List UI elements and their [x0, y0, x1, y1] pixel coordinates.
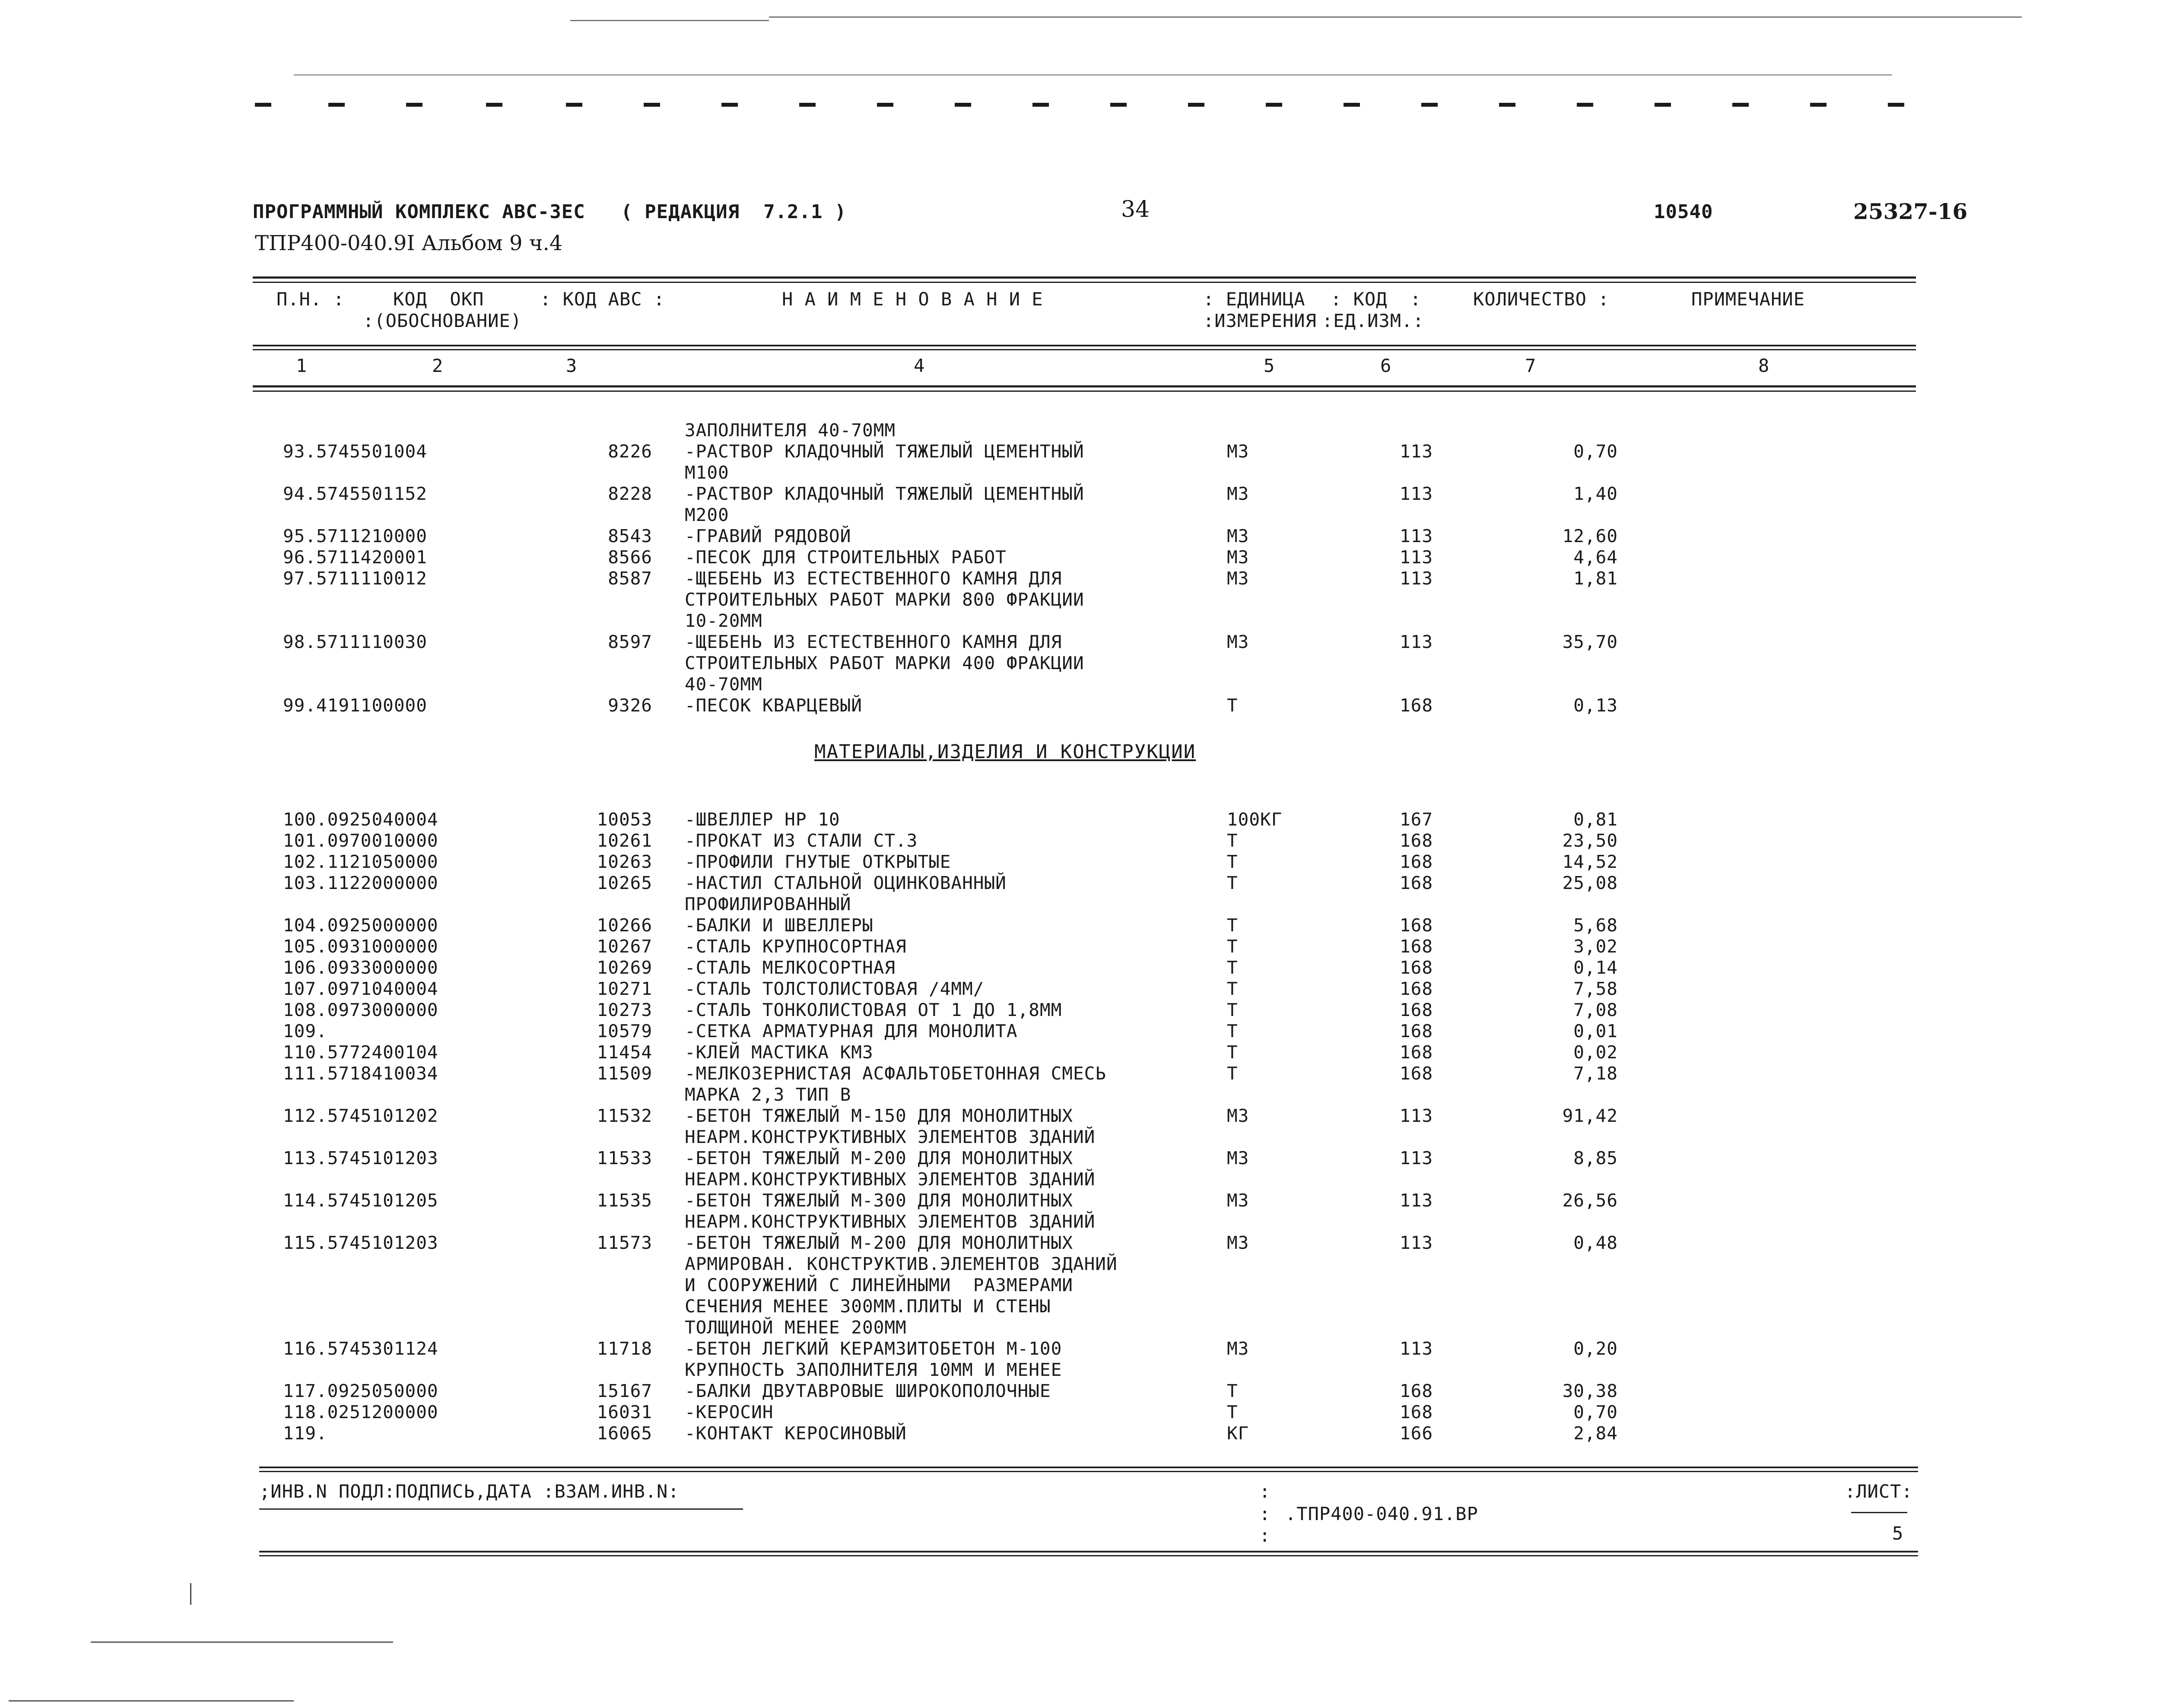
- row-unit: Т: [1227, 1402, 1238, 1422]
- row-unit-code: 113: [1400, 1338, 1433, 1359]
- row-unit-code: 113: [1400, 1105, 1433, 1126]
- row-name-line: -БАЛКИ И ШВЕЛЛЕРЫ: [685, 915, 874, 936]
- row-unit: Т: [1227, 1063, 1238, 1084]
- row-quantity: 91,42: [1562, 1105, 1618, 1126]
- perforation-dash: [1732, 103, 1749, 107]
- row-unit: М3: [1227, 1232, 1249, 1253]
- row-abc-code: 10261: [597, 830, 652, 851]
- row-quantity: 0,70: [1573, 441, 1618, 462]
- perforation-dash: [1655, 103, 1671, 107]
- row-unit: Т: [1227, 695, 1238, 716]
- row-unit: Т: [1227, 830, 1238, 851]
- perforation-dash: [1421, 103, 1438, 107]
- col-number-6: 6: [1380, 355, 1392, 376]
- row-item-code: 111.5718410034: [283, 1063, 438, 1084]
- row-item-code: 116.5745301124: [283, 1338, 438, 1359]
- perforation-dash: [955, 103, 971, 107]
- row-name-line: СТРОИТЕЛЬНЫХ РАБОТ МАРКИ 800 ФРАКЦИИ: [685, 589, 1084, 610]
- row-unit: Т: [1227, 873, 1238, 893]
- row-unit-code: 168: [1400, 1021, 1433, 1041]
- perforation-dash: [1266, 103, 1282, 107]
- row-unit: Т: [1227, 957, 1238, 978]
- row-item-code: 102.1121050000: [283, 851, 438, 872]
- row-abc-code: 10263: [597, 851, 652, 872]
- row-name-line: КРУПНОСТЬ ЗАПОЛНИТЕЛЯ 10ММ И МЕНЕЕ: [685, 1359, 1062, 1380]
- row-abc-code: 11532: [597, 1105, 652, 1126]
- row-item-code: 117.0925050000: [283, 1381, 438, 1401]
- row-unit: Т: [1227, 1042, 1238, 1063]
- row-unit-code: 168: [1400, 936, 1433, 957]
- row-abc-code: 11454: [597, 1042, 652, 1063]
- row-unit-code: 168: [1400, 957, 1433, 978]
- row-name-line: -СТАЛЬ МЕЛКОСОРТНАЯ: [685, 957, 896, 978]
- row-quantity: 7,08: [1573, 1000, 1618, 1020]
- perforation-dash: [406, 103, 422, 107]
- row-quantity: 0,02: [1573, 1042, 1618, 1063]
- row-quantity: 0,20: [1573, 1338, 1618, 1359]
- row-quantity: 26,56: [1562, 1190, 1618, 1211]
- col-unit-header: : ЕДИНИЦА: [1203, 289, 1306, 310]
- row-unit: М3: [1227, 568, 1249, 589]
- row-abc-code: 8226: [608, 441, 652, 462]
- page-number: 34: [1121, 197, 1150, 222]
- footer-sheet-label: :ЛИСТ:: [1845, 1481, 1913, 1502]
- row-unit: Т: [1227, 978, 1238, 999]
- header-bottom-rule: [253, 345, 1916, 346]
- row-name-line: СЕЧЕНИЯ МЕНЕЕ 300ММ.ПЛИТЫ И СТЕНЫ: [685, 1296, 1051, 1317]
- row-name-line: -ПЕСОК КВАРЦЕВЫЙ: [685, 695, 862, 716]
- footer-bottom-rule: [259, 1551, 1918, 1552]
- perforation-dash: [1188, 103, 1204, 107]
- row-quantity: 0,13: [1573, 695, 1618, 716]
- row-item-code: 98.5711110030: [283, 632, 427, 652]
- row-unit: М3: [1227, 483, 1249, 504]
- row-quantity: 14,52: [1562, 851, 1618, 872]
- perforation-dash: [255, 103, 271, 107]
- row-abc-code: 11533: [597, 1148, 652, 1168]
- row-quantity: 0,70: [1573, 1402, 1618, 1422]
- row-unit: Т: [1227, 1381, 1238, 1401]
- row-unit-code: 113: [1400, 1232, 1433, 1253]
- row-name-line: -ШВЕЛЛЕР НР 10: [685, 809, 840, 830]
- row-item-code: 119.: [283, 1423, 327, 1444]
- row-unit-code: 168: [1400, 915, 1433, 936]
- row-name-line: НЕАРМ.КОНСТРУКТИВНЫХ ЭЛЕМЕНТОВ ЗДАНИЙ: [685, 1211, 1096, 1232]
- row-item-code: 113.5745101203: [283, 1148, 438, 1168]
- row-unit-code: 167: [1400, 809, 1433, 830]
- row-abc-code: 11535: [597, 1190, 652, 1211]
- row-abc-code: 10053: [597, 809, 652, 830]
- row-quantity: 3,02: [1573, 936, 1618, 957]
- row-abc-code: 16031: [597, 1402, 652, 1422]
- row-name-line: ЗАПОЛНИТЕЛЯ 40-70ММ: [685, 420, 896, 441]
- row-abc-code: 10265: [597, 873, 652, 893]
- row-item-code: 93.5745501004: [283, 441, 427, 462]
- row-unit-code: 168: [1400, 1402, 1433, 1422]
- row-unit: М3: [1227, 526, 1249, 546]
- col-note-header: ПРИМЕЧАНИЕ: [1691, 289, 1805, 310]
- row-name-line: -БЕТОН ЛЕГКИЙ КЕРАМЗИТОБЕТОН М-100: [685, 1338, 1062, 1359]
- row-unit-code: 168: [1400, 873, 1433, 893]
- row-quantity: 1,81: [1573, 568, 1618, 589]
- left-scan-mark: [190, 1583, 191, 1605]
- row-name-line: -СТАЛЬ КРУПНОСОРТНАЯ: [685, 936, 907, 957]
- col-okp-header-2: :(ОБОСНОВАНИЕ): [363, 310, 522, 331]
- row-name-line: -СТАЛЬ ТОНКОЛИСТОВАЯ ОТ 1 ДО 1,8ММ: [685, 1000, 1062, 1020]
- top-scan-line: [769, 16, 2022, 18]
- row-name-line: -ПРОКАТ ИЗ СТАЛИ СТ.3: [685, 830, 918, 851]
- row-name-line: -КОНТАКТ КЕРОСИНОВЫЙ: [685, 1423, 907, 1444]
- col-number-3: 3: [566, 355, 578, 376]
- row-abc-code: 11718: [597, 1338, 652, 1359]
- row-item-code: 109.: [283, 1021, 327, 1041]
- row-item-code: 101.0970010000: [283, 830, 438, 851]
- perforation-dash: [1499, 103, 1515, 107]
- table-top-rule-2: [253, 282, 1916, 283]
- header-code-2: 25327-16: [1853, 199, 1968, 224]
- row-name-line: -РАСТВОР КЛАДОЧНЫЙ ТЯЖЕЛЫЙ ЦЕМЕНТНЫЙ: [685, 441, 1084, 462]
- row-quantity: 0,14: [1573, 957, 1618, 978]
- row-name-line: НЕАРМ.КОНСТРУКТИВНЫХ ЭЛЕМЕНТОВ ЗДАНИЙ: [685, 1127, 1096, 1147]
- row-unit: М3: [1227, 1190, 1249, 1211]
- footer-bottom-rule-2: [259, 1555, 1918, 1556]
- footer-top-rule-2: [259, 1471, 1918, 1472]
- row-item-code: 118.0251200000: [283, 1402, 438, 1422]
- row-unit: М3: [1227, 1148, 1249, 1168]
- footer-sheet-number: 5: [1892, 1523, 1904, 1544]
- row-name-line: СТРОИТЕЛЬНЫХ РАБОТ МАРКИ 400 ФРАКЦИИ: [685, 653, 1084, 673]
- row-quantity: 1,40: [1573, 483, 1618, 504]
- row-unit: М3: [1227, 547, 1249, 568]
- row-unit: М3: [1227, 441, 1249, 462]
- row-name-line: -ГРАВИЙ РЯДОВОЙ: [685, 526, 851, 546]
- row-item-code: 112.5745101202: [283, 1105, 438, 1126]
- row-unit-code: 113: [1400, 1148, 1433, 1168]
- bottom-scan-line-2: [9, 1700, 294, 1702]
- row-abc-code: 10579: [597, 1021, 652, 1041]
- row-unit: М3: [1227, 1105, 1249, 1126]
- col-okp-header: КОД ОКП: [393, 289, 484, 310]
- footer-doc-code: .ТПР400-040.91.ВР: [1285, 1503, 1478, 1524]
- row-unit-code: 113: [1400, 632, 1433, 652]
- row-unit: 100КГ: [1227, 809, 1283, 830]
- album-title: ТПР400-040.9I Альбом 9 ч.4: [255, 231, 563, 255]
- row-name-line: -БАЛКИ ДВУТАВРОВЫЕ ШИРОКОПОЛОЧНЫЕ: [685, 1381, 1051, 1401]
- row-item-code: 94.5745501152: [283, 483, 427, 504]
- row-name-line: И СООРУЖЕНИЙ С ЛИНЕЙНЫМИ РАЗМЕРАМИ: [685, 1275, 1073, 1295]
- row-abc-code: 10269: [597, 957, 652, 978]
- perforation-dash: [1888, 103, 1904, 107]
- row-quantity: 0,01: [1573, 1021, 1618, 1041]
- colnum-bottom-rule: [253, 385, 1916, 387]
- row-unit: М3: [1227, 1338, 1249, 1359]
- row-abc-code: 9326: [608, 695, 652, 716]
- footer-top-rule: [259, 1467, 1918, 1468]
- row-name-line: М100: [685, 462, 729, 483]
- perforation-dash: [328, 103, 345, 107]
- footer-mid-rule: [259, 1508, 743, 1510]
- col-pn-header: П.Н. :: [276, 289, 345, 310]
- bottom-scan-line: [91, 1641, 393, 1643]
- row-name-line: -ЩЕБЕНЬ ИЗ ЕСТЕСТВЕННОГО КАМНЯ ДЛЯ: [685, 568, 1062, 589]
- row-unit: Т: [1227, 851, 1238, 872]
- row-item-code: 104.0925000000: [283, 915, 438, 936]
- row-name-line: -МЕЛКОЗЕРНИСТАЯ АСФАЛЬТОБЕТОННАЯ СМЕСЬ: [685, 1063, 1106, 1084]
- row-quantity: 5,68: [1573, 915, 1618, 936]
- row-quantity: 2,84: [1573, 1423, 1618, 1444]
- col-unitcode-header: : КОД :: [1331, 289, 1422, 310]
- row-name-line: -СТАЛЬ ТОЛСТОЛИСТОВАЯ /4ММ/: [685, 978, 985, 999]
- header-bottom-rule-2: [253, 349, 1916, 350]
- row-item-code: 107.0971040004: [283, 978, 438, 999]
- perforation-dash: [1110, 103, 1127, 107]
- row-item-code: 103.1122000000: [283, 873, 438, 893]
- row-abc-code: 10266: [597, 915, 652, 936]
- col-unitcode-header-2: :ЕД.ИЗМ.:: [1322, 310, 1424, 331]
- row-abc-code: 8566: [608, 547, 652, 568]
- row-name-line: -ЩЕБЕНЬ ИЗ ЕСТЕСТВЕННОГО КАМНЯ ДЛЯ: [685, 632, 1062, 652]
- row-unit-code: 113: [1400, 547, 1433, 568]
- footer-divider-marks-2: :: [1259, 1503, 1271, 1524]
- row-unit-code: 168: [1400, 1063, 1433, 1084]
- col-name-header: Н А И М Е Н О В А Н И Е: [782, 289, 1043, 310]
- row-quantity: 35,70: [1562, 632, 1618, 652]
- perforation-dash: [566, 103, 582, 107]
- row-item-code: 105.0931000000: [283, 936, 438, 957]
- row-name-line: -НАСТИЛ СТАЛЬНОЙ ОЦИНКОВАННЫЙ: [685, 873, 1007, 893]
- col-qty-header: КОЛИЧЕСТВО :: [1473, 289, 1610, 310]
- row-name-line: -РАСТВОР КЛАДОЧНЫЙ ТЯЖЕЛЫЙ ЦЕМЕНТНЫЙ: [685, 483, 1084, 504]
- row-unit: Т: [1227, 1000, 1238, 1020]
- top-scan-line-3: [294, 74, 1892, 76]
- row-quantity: 7,18: [1573, 1063, 1618, 1084]
- row-name-line: 10-20ММ: [685, 610, 762, 631]
- row-unit-code: 168: [1400, 695, 1433, 716]
- row-name-line: -БЕТОН ТЯЖЕЛЫЙ М-300 ДЛЯ МОНОЛИТНЫХ: [685, 1190, 1073, 1211]
- footer-divider-marks: :: [1259, 1481, 1271, 1502]
- table-top-rule: [253, 276, 1916, 279]
- program-title: ПРОГРАММНЫЙ КОМПЛЕКС АВС-3ЕС ( РЕДАКЦИЯ 7.2.1 ): [253, 201, 847, 223]
- row-unit: Т: [1227, 1021, 1238, 1041]
- row-unit-code: 168: [1400, 1381, 1433, 1401]
- perforation-dash: [1810, 103, 1826, 107]
- row-unit: Т: [1227, 915, 1238, 936]
- row-unit-code: 113: [1400, 441, 1433, 462]
- top-scan-line-2: [570, 20, 769, 21]
- row-item-code: 96.5711420001: [283, 547, 427, 568]
- row-abc-code: 11509: [597, 1063, 652, 1084]
- row-abc-code: 10267: [597, 936, 652, 957]
- row-abc-code: 10273: [597, 1000, 652, 1020]
- row-abc-code: 8228: [608, 483, 652, 504]
- row-item-code: 95.5711210000: [283, 526, 427, 546]
- row-unit: М3: [1227, 632, 1249, 652]
- row-unit-code: 113: [1400, 483, 1433, 504]
- perforation-dash: [877, 103, 893, 107]
- perforation-dash: [644, 103, 660, 107]
- row-item-code: 108.0973000000: [283, 1000, 438, 1020]
- row-item-code: 99.4191100000: [283, 695, 427, 716]
- col-unit-header-2: :ИЗМЕРЕНИЯ: [1203, 310, 1317, 331]
- row-unit-code: 166: [1400, 1423, 1433, 1444]
- row-item-code: 110.5772400104: [283, 1042, 438, 1063]
- section-title: МАТЕРИАЛЫ,ИЗДЕЛИЯ И КОНСТРУКЦИИ: [814, 741, 1196, 763]
- col-abc-header: : КОД АВС :: [540, 289, 665, 310]
- row-unit-code: 113: [1400, 526, 1433, 546]
- row-name-line: 40-70ММ: [685, 674, 762, 695]
- colnum-bottom-rule-2: [253, 390, 1916, 392]
- row-item-code: 100.0925040004: [283, 809, 438, 830]
- col-number-1: 1: [296, 355, 308, 376]
- row-quantity: 0,48: [1573, 1232, 1618, 1253]
- row-quantity: 25,08: [1562, 873, 1618, 893]
- perforation-dash: [1032, 103, 1049, 107]
- row-quantity: 23,50: [1562, 830, 1618, 851]
- row-name-line: НЕАРМ.КОНСТРУКТИВНЫХ ЭЛЕМЕНТОВ ЗДАНИЙ: [685, 1169, 1096, 1190]
- row-name-line: -ПЕСОК ДЛЯ СТРОИТЕЛЬНЫХ РАБОТ: [685, 547, 1007, 568]
- row-abc-code: 15167: [597, 1381, 652, 1401]
- row-name-line: АРМИРОВАН. КОНСТРУКТИВ.ЭЛЕМЕНТОВ ЗДАНИЙ: [685, 1254, 1118, 1274]
- col-number-5: 5: [1264, 355, 1275, 376]
- row-name-line: М200: [685, 505, 729, 525]
- row-name-line: -ПРОФИЛИ ГНУТЫЕ ОТКРЫТЫЕ: [685, 851, 951, 872]
- row-quantity: 30,38: [1562, 1381, 1618, 1401]
- row-quantity: 8,85: [1573, 1148, 1618, 1168]
- row-name-line: -БЕТОН ТЯЖЕЛЫЙ М-200 ДЛЯ МОНОЛИТНЫХ: [685, 1232, 1073, 1253]
- perforation-dash: [799, 103, 816, 107]
- row-quantity: 4,64: [1573, 547, 1618, 568]
- row-unit-code: 168: [1400, 851, 1433, 872]
- footer-divider-marks-3: :: [1259, 1525, 1271, 1546]
- perforation-dash: [721, 103, 738, 107]
- footer-left-fields: ;ИНВ.N ПОДЛ:ПОДПИСЬ,ДАТА :ВЗАМ.ИНВ.N:: [259, 1481, 680, 1502]
- col-number-8: 8: [1758, 355, 1770, 376]
- row-name-line: -КЛЕЙ МАСТИКА КМ3: [685, 1042, 874, 1063]
- row-item-code: 106.0933000000: [283, 957, 438, 978]
- col-number-7: 7: [1525, 355, 1537, 376]
- row-quantity: 12,60: [1562, 526, 1618, 546]
- row-unit: КГ: [1227, 1423, 1249, 1444]
- row-item-code: 114.5745101205: [283, 1190, 438, 1211]
- row-unit-code: 168: [1400, 830, 1433, 851]
- perforation-dash: [1344, 103, 1360, 107]
- row-quantity: 0,81: [1573, 809, 1618, 830]
- row-abc-code: 11573: [597, 1232, 652, 1253]
- col-number-2: 2: [432, 355, 444, 376]
- row-abc-code: 10271: [597, 978, 652, 999]
- row-item-code: 97.5711110012: [283, 568, 427, 589]
- header-code-1: 10540: [1654, 201, 1713, 223]
- row-abc-code: 16065: [597, 1423, 652, 1444]
- row-unit-code: 168: [1400, 1000, 1433, 1020]
- row-quantity: 7,58: [1573, 978, 1618, 999]
- row-unit-code: 113: [1400, 1190, 1433, 1211]
- row-name-line: -СЕТКА АРМАТУРНАЯ ДЛЯ МОНОЛИТА: [685, 1021, 1018, 1041]
- row-unit-code: 168: [1400, 1042, 1433, 1063]
- footer-sheet-rule: [1851, 1512, 1907, 1513]
- row-name-line: ТОЛЩИНОЙ МЕНЕЕ 200ММ: [685, 1317, 907, 1338]
- row-abc-code: 8587: [608, 568, 652, 589]
- row-item-code: 115.5745101203: [283, 1232, 438, 1253]
- row-unit-code: 168: [1400, 978, 1433, 999]
- row-name-line: -БЕТОН ТЯЖЕЛЫЙ М-200 ДЛЯ МОНОЛИТНЫХ: [685, 1148, 1073, 1168]
- perforation-dash: [1577, 103, 1593, 107]
- row-abc-code: 8543: [608, 526, 652, 546]
- col-number-4: 4: [914, 355, 925, 376]
- row-unit-code: 113: [1400, 568, 1433, 589]
- row-name-line: ПРОФИЛИРОВАННЫЙ: [685, 894, 851, 914]
- row-abc-code: 8597: [608, 632, 652, 652]
- row-name-line: -КЕРОСИН: [685, 1402, 774, 1422]
- row-name-line: МАРКА 2,3 ТИП В: [685, 1084, 851, 1105]
- row-unit: Т: [1227, 936, 1238, 957]
- perforation-dash: [486, 103, 502, 107]
- row-name-line: -БЕТОН ТЯЖЕЛЫЙ М-150 ДЛЯ МОНОЛИТНЫХ: [685, 1105, 1073, 1126]
